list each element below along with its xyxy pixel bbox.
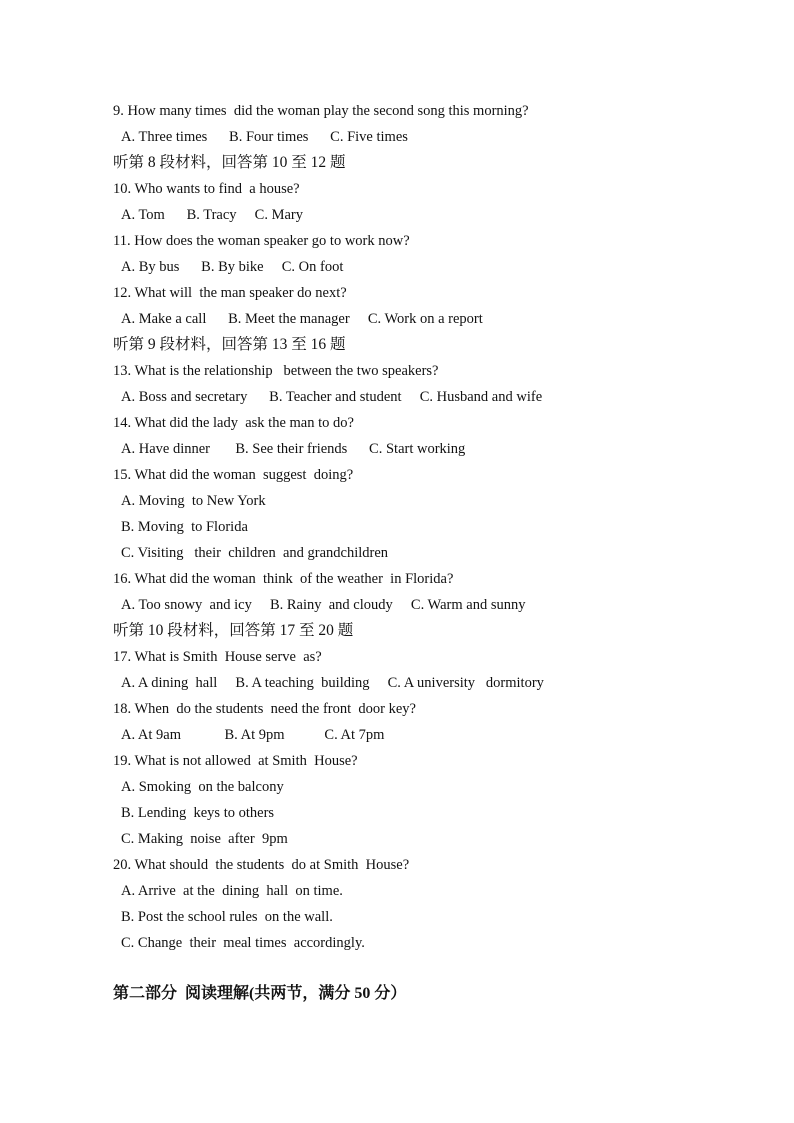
question-text: 14. What did the lady ask the man to do? [113,415,354,431]
answer-options: A. Smoking on the balcony [121,779,284,795]
answer-options: A. Tom B. Tracy C. Mary [121,207,303,223]
answer-options: A. Make a call B. Meet the manager C. Work on a report [121,311,483,327]
answer-options: A. Arrive at the dining hall on time. [121,883,343,899]
question-text: 13. What is the relationship between the two speakers? [113,363,439,379]
question-text: 18. When do the students need the front door key? [113,701,416,717]
question-text: 10. Who wants to find a house? [113,181,300,197]
section-title: 第二部分 阅读理解(共两节，满分 50 分） [113,985,407,1002]
question-text: 15. What did the woman suggest doing? [113,467,354,483]
answer-options: A. At 9am B. At 9pm C. At 7pm [121,727,385,743]
question-text: 9. How many times did the woman play the second song this morning? [113,103,529,119]
answer-options: C. Visiting their children and grandchildren [121,545,389,561]
question-text: 12. What will the man speaker do next? [113,285,347,301]
answer-options: A. Boss and secretary B. Teacher and student C. Husband and wife [121,389,543,405]
answer-options: C. Making noise after 9pm [121,831,288,847]
section-instruction: 听第 8 段材料，回答第 10 至 12 题 [113,154,346,171]
answer-options: C. Change their meal times accordingly. [121,935,365,951]
question-text: 17. What is Smith House serve as? [113,649,322,665]
answer-options: A. Too snowy and icy B. Rainy and cloudy C. Warm and sunny [121,597,526,613]
answer-options: B. Moving to Florida [121,519,248,535]
question-text: 20. What should the students do at Smith House? [113,857,410,873]
question-text: 16. What did the woman think of the weather in Florida? [113,571,454,587]
answer-options: A. Three times B. Four times C. Five times [121,129,408,145]
question-text: 19. What is not allowed at Smith House? [113,753,358,769]
section-instruction: 听第 9 段材料，回答第 13 至 16 题 [113,336,346,353]
listening-questions [113,98,713,956]
answer-options: A. Have dinner B. See their friends C. Start working [121,441,466,457]
answer-options: B. Post the school rules on the wall. [121,909,333,925]
answer-options: A. Moving to New York [121,493,266,509]
section-instruction: 听第 10 段材料，回答第 17 至 20 题 [113,622,354,639]
answer-options: A. By bus B. By bike C. On foot [121,259,344,275]
answer-options: B. Lending keys to others [121,805,275,821]
question-text: 11. How does the woman speaker go to work now? [113,233,410,249]
answer-options: A. A dining hall B. A teaching building C. A university dormitory [121,675,544,691]
